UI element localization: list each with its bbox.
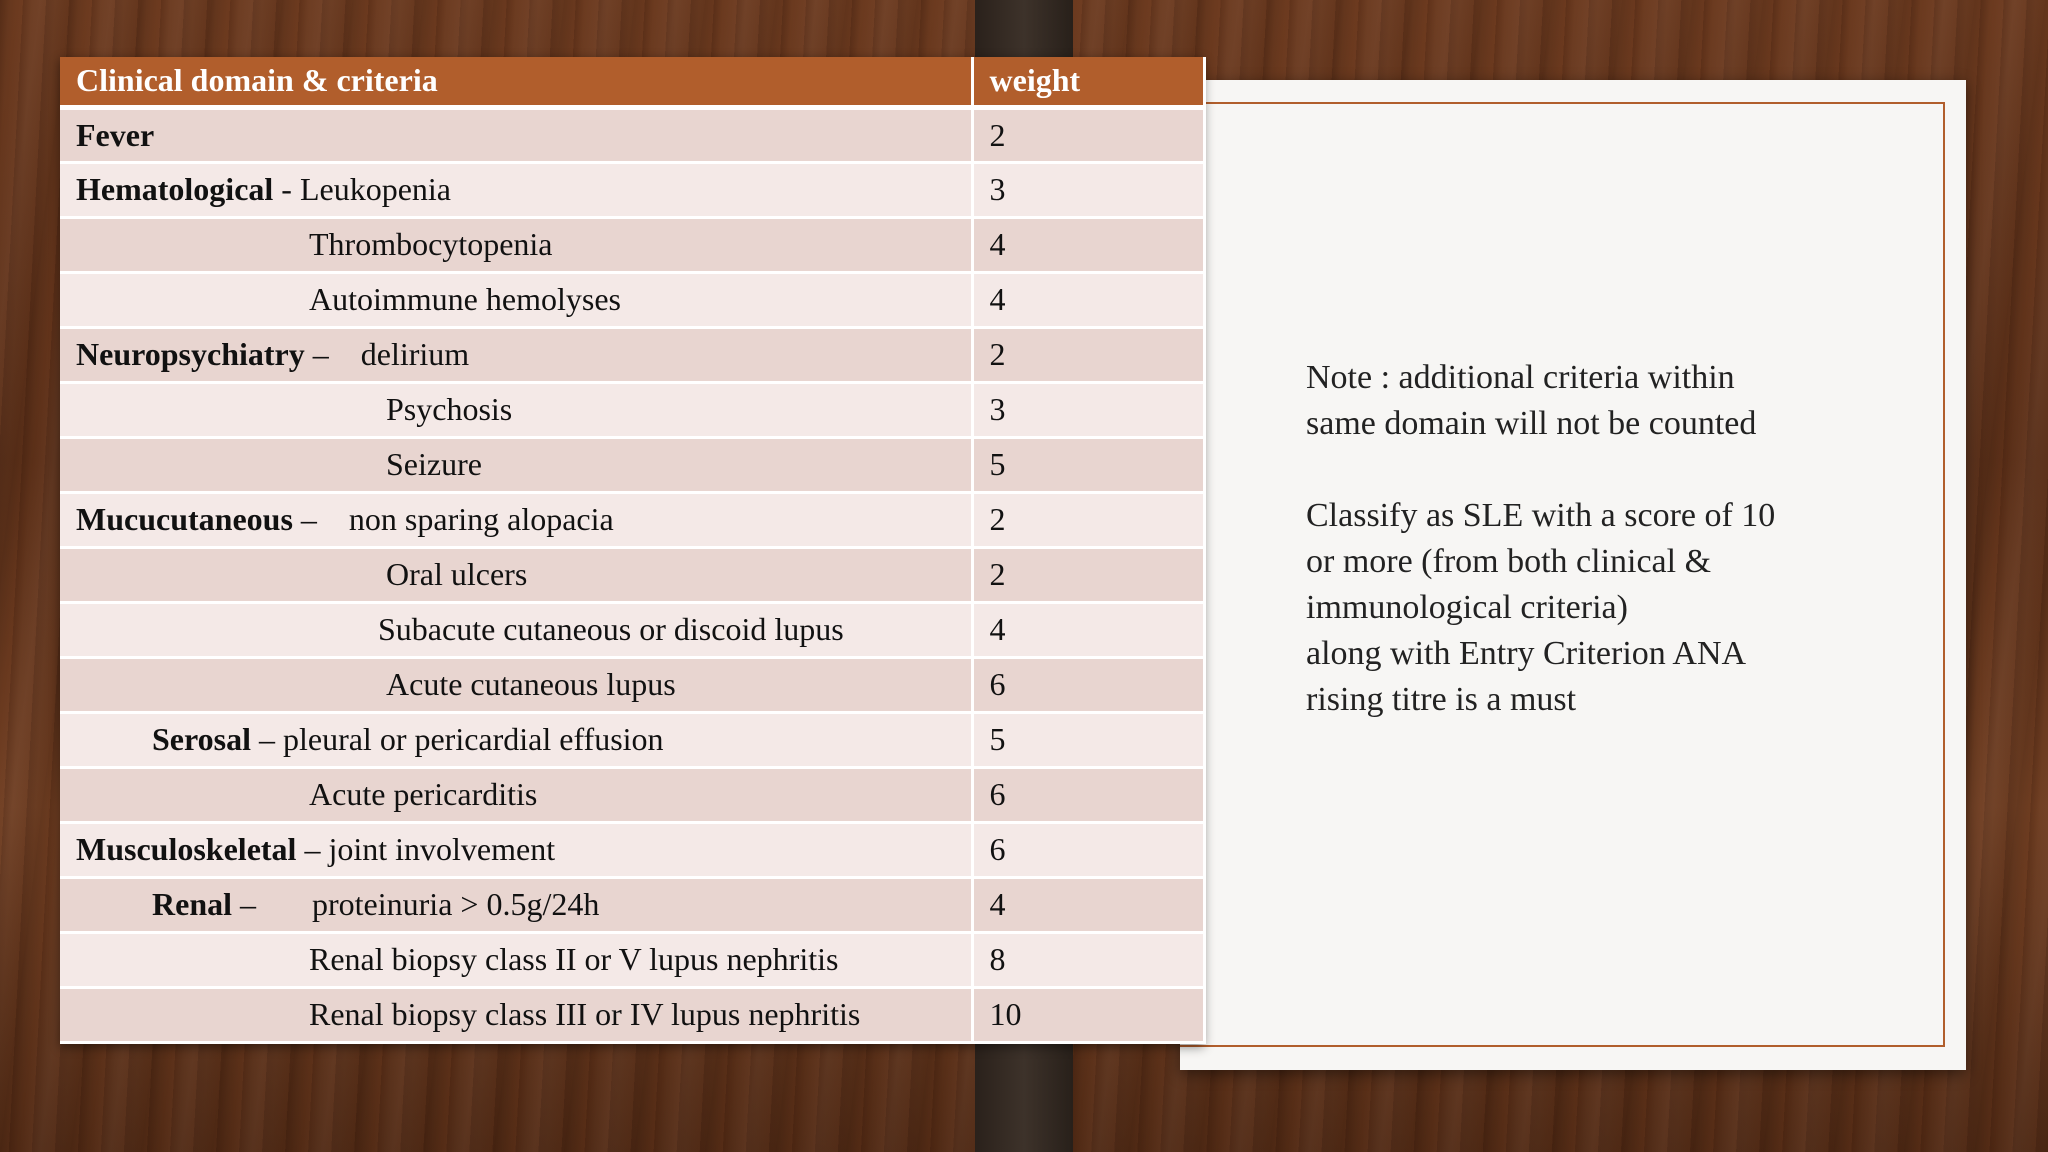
domain-separator: - xyxy=(273,171,300,207)
table-header-row xyxy=(60,57,1204,107)
table-row xyxy=(60,107,1204,162)
criterion-label: pleural or pericardial effusion xyxy=(282,721,664,757)
table-row xyxy=(60,767,1204,822)
weight-cell: 8 xyxy=(972,932,1204,987)
table-row xyxy=(60,547,1204,602)
note-text xyxy=(1306,355,1866,723)
criteria-cell xyxy=(60,272,972,327)
criteria-cell xyxy=(60,877,972,932)
domain-label: Mucucutaneous xyxy=(76,501,293,537)
weight-cell: 4 xyxy=(972,877,1204,932)
note-line: Note : additional criteria within xyxy=(1306,359,1735,396)
weight-cell: 6 xyxy=(972,657,1204,712)
criterion-label: Acute cutaneous lupus xyxy=(386,666,676,702)
criteria-cell xyxy=(60,822,972,877)
note-line: along with Entry Criterion ANA xyxy=(1306,635,1747,672)
note-card xyxy=(1180,80,1966,1070)
criterion-label: Autoimmune hemolyses xyxy=(309,281,621,317)
criteria-cell xyxy=(60,107,972,162)
criterion-label: delirium xyxy=(360,336,470,372)
criteria-cell xyxy=(60,547,972,602)
table-row xyxy=(60,162,1204,217)
header-weight: weight xyxy=(972,57,1204,107)
domain-separator: – xyxy=(292,501,325,537)
table-row xyxy=(60,382,1204,437)
domain-label: Renal xyxy=(152,886,232,922)
table-row xyxy=(60,987,1204,1042)
table-row xyxy=(60,657,1204,712)
table-row xyxy=(60,822,1204,877)
table-row xyxy=(60,327,1204,382)
note-line: same domain will not be counted xyxy=(1306,405,1757,442)
weight-cell: 3 xyxy=(972,382,1204,437)
criterion-label: Seizure xyxy=(386,446,482,482)
criteria-cell xyxy=(60,162,972,217)
criterion-label: Oral ulcers xyxy=(386,556,528,592)
criterion-label: proteinuria > 0.5g/24h xyxy=(312,886,600,922)
criterion-label: Renal biopsy class II or V lupus nephritis xyxy=(309,941,839,977)
table-row xyxy=(60,437,1204,492)
table-row xyxy=(60,272,1204,327)
weight-cell: 4 xyxy=(972,272,1204,327)
table-row xyxy=(60,602,1204,657)
criterion-label: Psychosis xyxy=(386,391,513,427)
weight-cell: 2 xyxy=(972,492,1204,547)
criteria-cell xyxy=(60,657,972,712)
weight-cell: 6 xyxy=(972,822,1204,877)
domain-label: Neuropsychiatry xyxy=(76,336,305,372)
weight-cell: 2 xyxy=(972,327,1204,382)
criterion-label: Acute pericarditis xyxy=(309,776,538,812)
weight-cell: 2 xyxy=(972,547,1204,602)
note-line: immunological criteria) xyxy=(1306,589,1628,626)
domain-label: Serosal xyxy=(152,721,251,757)
criterion-label: Subacute cutaneous or discoid lupus xyxy=(378,611,844,647)
criteria-cell xyxy=(60,932,972,987)
criterion-label: Thrombocytopenia xyxy=(309,226,553,262)
criterion-label: non sparing alopacia xyxy=(348,501,614,537)
criteria-cell xyxy=(60,492,972,547)
weight-cell: 6 xyxy=(972,767,1204,822)
criteria-cell xyxy=(60,602,972,657)
domain-separator: – xyxy=(304,336,337,372)
note-line: Classify as SLE with a score of 10 xyxy=(1306,497,1776,534)
header-criteria: Clinical domain & criteria xyxy=(60,57,972,107)
criteria-cell xyxy=(60,327,972,382)
criteria-cell xyxy=(60,382,972,437)
note-line: rising titre is a must xyxy=(1306,681,1577,718)
weight-cell: 5 xyxy=(972,712,1204,767)
criterion-label: Renal biopsy class III or IV lupus nephritis xyxy=(309,996,861,1032)
weight-cell: 3 xyxy=(972,162,1204,217)
criterion-label: joint involvement xyxy=(328,831,556,867)
note-line: or more (from both clinical & xyxy=(1306,543,1712,580)
criteria-cell xyxy=(60,437,972,492)
criteria-table xyxy=(60,57,1204,1044)
table-row xyxy=(60,712,1204,767)
weight-cell: 4 xyxy=(972,217,1204,272)
domain-label: Fever xyxy=(76,116,155,153)
criteria-cell xyxy=(60,712,972,767)
table-row xyxy=(60,217,1204,272)
domain-label: Musculoskeletal xyxy=(76,831,297,867)
criteria-cell xyxy=(60,217,972,272)
weight-cell: 2 xyxy=(972,107,1204,162)
domain-separator: – xyxy=(296,831,329,867)
weight-cell: 5 xyxy=(972,437,1204,492)
criterion-label: Leukopenia xyxy=(299,171,451,207)
criteria-cell xyxy=(60,987,972,1042)
domain-label: Hematological xyxy=(76,171,274,207)
table-row xyxy=(60,932,1204,987)
domain-separator: – xyxy=(250,721,283,757)
weight-cell: 10 xyxy=(972,987,1204,1042)
table-row xyxy=(60,492,1204,547)
table-row xyxy=(60,877,1204,932)
weight-cell: 4 xyxy=(972,602,1204,657)
domain-separator: – xyxy=(232,886,264,922)
criteria-cell xyxy=(60,767,972,822)
